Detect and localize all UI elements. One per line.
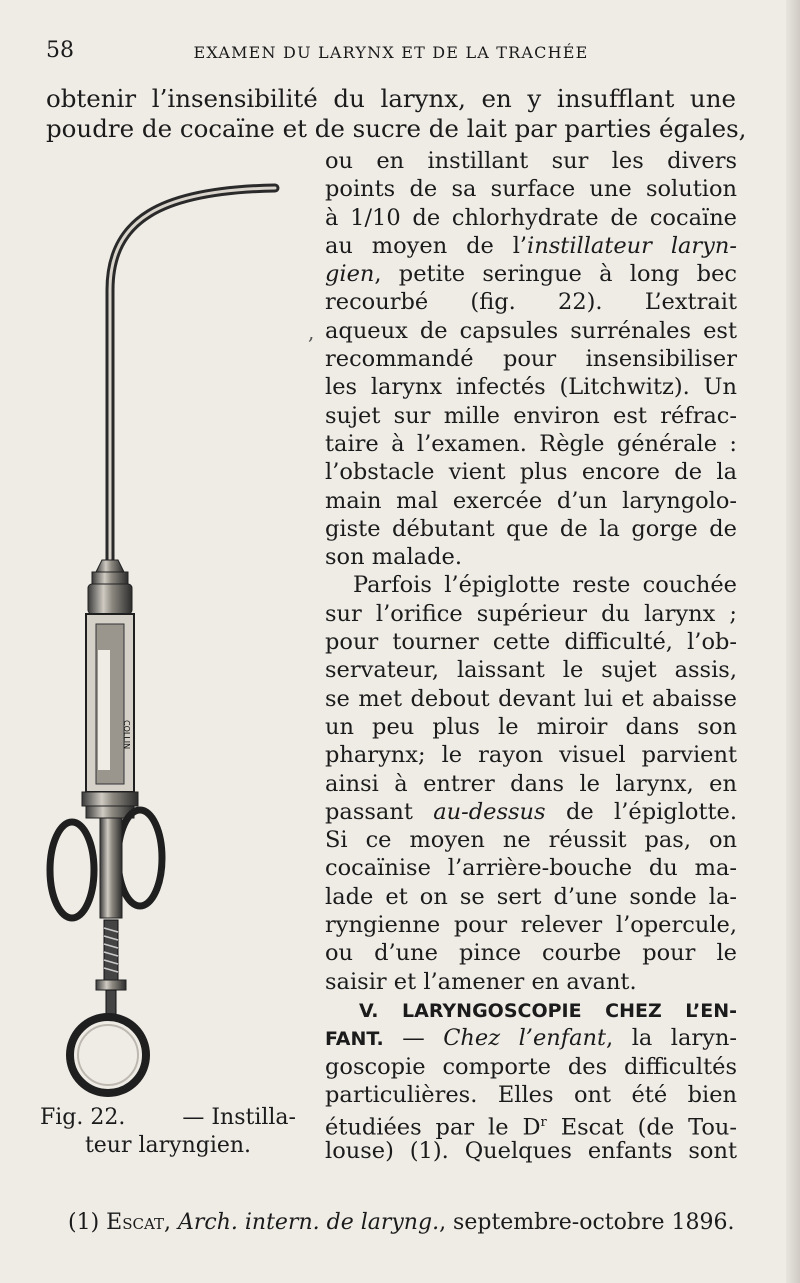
column-line: points de sa surface une solution — [325, 176, 737, 203]
column-line: lade et on se sert d’une sonde la- — [325, 883, 737, 910]
column-line: sujet sur mille environ est réfrac- — [325, 402, 737, 429]
caption-title-start: — Instilla- — [182, 1105, 296, 1130]
footnote-date: , septembre-octobre 1896. — [439, 1210, 735, 1235]
column-line: particulières. Elles ont été bien — [325, 1081, 737, 1108]
line-text: , la laryn- — [606, 1025, 737, 1052]
barrel-glint — [98, 650, 110, 770]
engraving-label: COLLIN — [122, 720, 131, 750]
line-text: passant — [325, 798, 434, 825]
footnote-journal: Arch. intern. de laryng. — [178, 1210, 440, 1235]
running-title: EXAMEN DU LARYNX ET DE LA TRACHÉE — [193, 43, 589, 62]
cannula-highlight — [110, 188, 275, 580]
rod-stem — [106, 990, 116, 1014]
line-text: étudiées par le D — [325, 1114, 541, 1141]
column-line: louse) (1). Quelques enfants sont — [325, 1138, 737, 1165]
column-line: un peu plus le miroir dans son — [325, 713, 737, 740]
section-heading: V. LARYNGOSCOPIE CHEZ L’EN- — [359, 999, 737, 1022]
piston-housing — [100, 818, 122, 918]
column-line: aqueux de capsules surrénales est — [325, 317, 737, 344]
italic-term-au-dessus: au-dessus — [433, 798, 546, 825]
column-line: à 1/10 de chlorhydrate de cocaïne — [325, 204, 737, 231]
column-line: se met debout devant lui et abaisse — [325, 685, 737, 712]
margin-mark: , — [308, 320, 315, 344]
caption-title-end: teur laryngien. — [84, 1133, 252, 1158]
column-line: Parfois l’épiglotte reste couchée — [353, 572, 737, 599]
footnote-author: Escat — [106, 1210, 164, 1235]
thumb-ring — [70, 1017, 146, 1093]
italic-term-gien: gien — [325, 261, 375, 288]
finger-ring-right — [118, 810, 162, 906]
column-line: ou en instillant sur les divers — [325, 148, 737, 174]
body-line-full-2: poudre de cocaïne et de sucre de lait par parties égales, — [46, 114, 747, 143]
syringe-illustration — [40, 180, 290, 1100]
column-line: pour tourner cette difficulté, l’ob- — [325, 629, 737, 656]
page-number: 58 — [46, 38, 74, 63]
caption-line — [40, 1104, 296, 1132]
column-line — [325, 232, 737, 260]
column-line: ainsi à entrer dans le larynx, en — [325, 770, 737, 797]
column-line: cocaïnise l’arrière-bouche du ma- — [325, 855, 737, 882]
column-line: goscopie comporte des difficultés — [325, 1053, 737, 1080]
collar-ring — [92, 572, 128, 584]
cannula-outline — [110, 188, 275, 580]
column-line: recommandé pour insensibiliser — [325, 346, 737, 373]
rod-nut — [96, 980, 126, 990]
column-line: les larynx infectés (Litchwitz). Un — [325, 374, 737, 401]
column-line — [325, 1024, 737, 1052]
line-text: au moyen de l’ — [325, 232, 528, 259]
barrel-base-ring — [82, 792, 138, 806]
body-line-full-1: obtenir l’insensibilité du larynx, en y insufflant une — [46, 84, 736, 113]
column-line: taire à l’examen. Règle générale : — [325, 430, 737, 457]
page-edge-shadow — [786, 0, 800, 1283]
section-heading-line — [325, 996, 737, 1024]
line-text: Escat (de Tou- — [546, 1114, 737, 1141]
finger-ring-left — [50, 822, 94, 918]
column-line: pharynx; le rayon visuel parvient — [325, 742, 737, 769]
column-line: sur l’orifice supérieur du larynx ; — [325, 600, 737, 627]
line-text: de l’épiglotte. — [545, 798, 738, 825]
footnote-text: , — [164, 1210, 178, 1235]
column-line: son malade. — [325, 544, 462, 571]
superscript-r: r — [540, 1115, 547, 1131]
column-line: ryngienne pour relever l’opercule, — [325, 912, 737, 939]
page-header — [46, 38, 736, 72]
caption-fig-number: Fig. 22. — [40, 1105, 126, 1130]
line-text: , petite seringue à long bec — [374, 261, 737, 288]
column-line: Si ce moyen ne réussit pas, on — [325, 827, 737, 854]
column-line: servateur, laissant le sujet assis, — [325, 657, 737, 684]
line-text: — — [383, 1025, 444, 1052]
figure-caption — [40, 1104, 296, 1160]
italic-term-instillateur: instillateur laryn- — [527, 232, 737, 259]
italic-term-chez-lenfant: Chez l’enfant — [443, 1025, 607, 1052]
text-column — [325, 147, 737, 1166]
barrel-cap — [88, 584, 132, 614]
column-line: giste débutant que de la gorge de — [325, 515, 737, 542]
column-line: l’obstacle vient plus encore de la — [325, 459, 737, 486]
column-line — [325, 1109, 737, 1141]
column-line: ou d’une pince courbe pour le — [325, 940, 737, 967]
section-heading-cont: FANT. — [325, 1028, 384, 1051]
column-line: recourbé (fig. 22). L’extrait — [325, 289, 737, 316]
thumb-ring-inner — [78, 1025, 138, 1085]
nozzle-collar — [96, 560, 124, 572]
column-line — [325, 798, 737, 826]
footnote — [68, 1210, 748, 1235]
column-line — [325, 260, 737, 288]
footnote-marker: (1) — [68, 1210, 107, 1235]
column-line: saisir et l’amener en avant. — [325, 968, 637, 995]
column-line: main mal exercée d’un laryngolo- — [325, 487, 737, 514]
